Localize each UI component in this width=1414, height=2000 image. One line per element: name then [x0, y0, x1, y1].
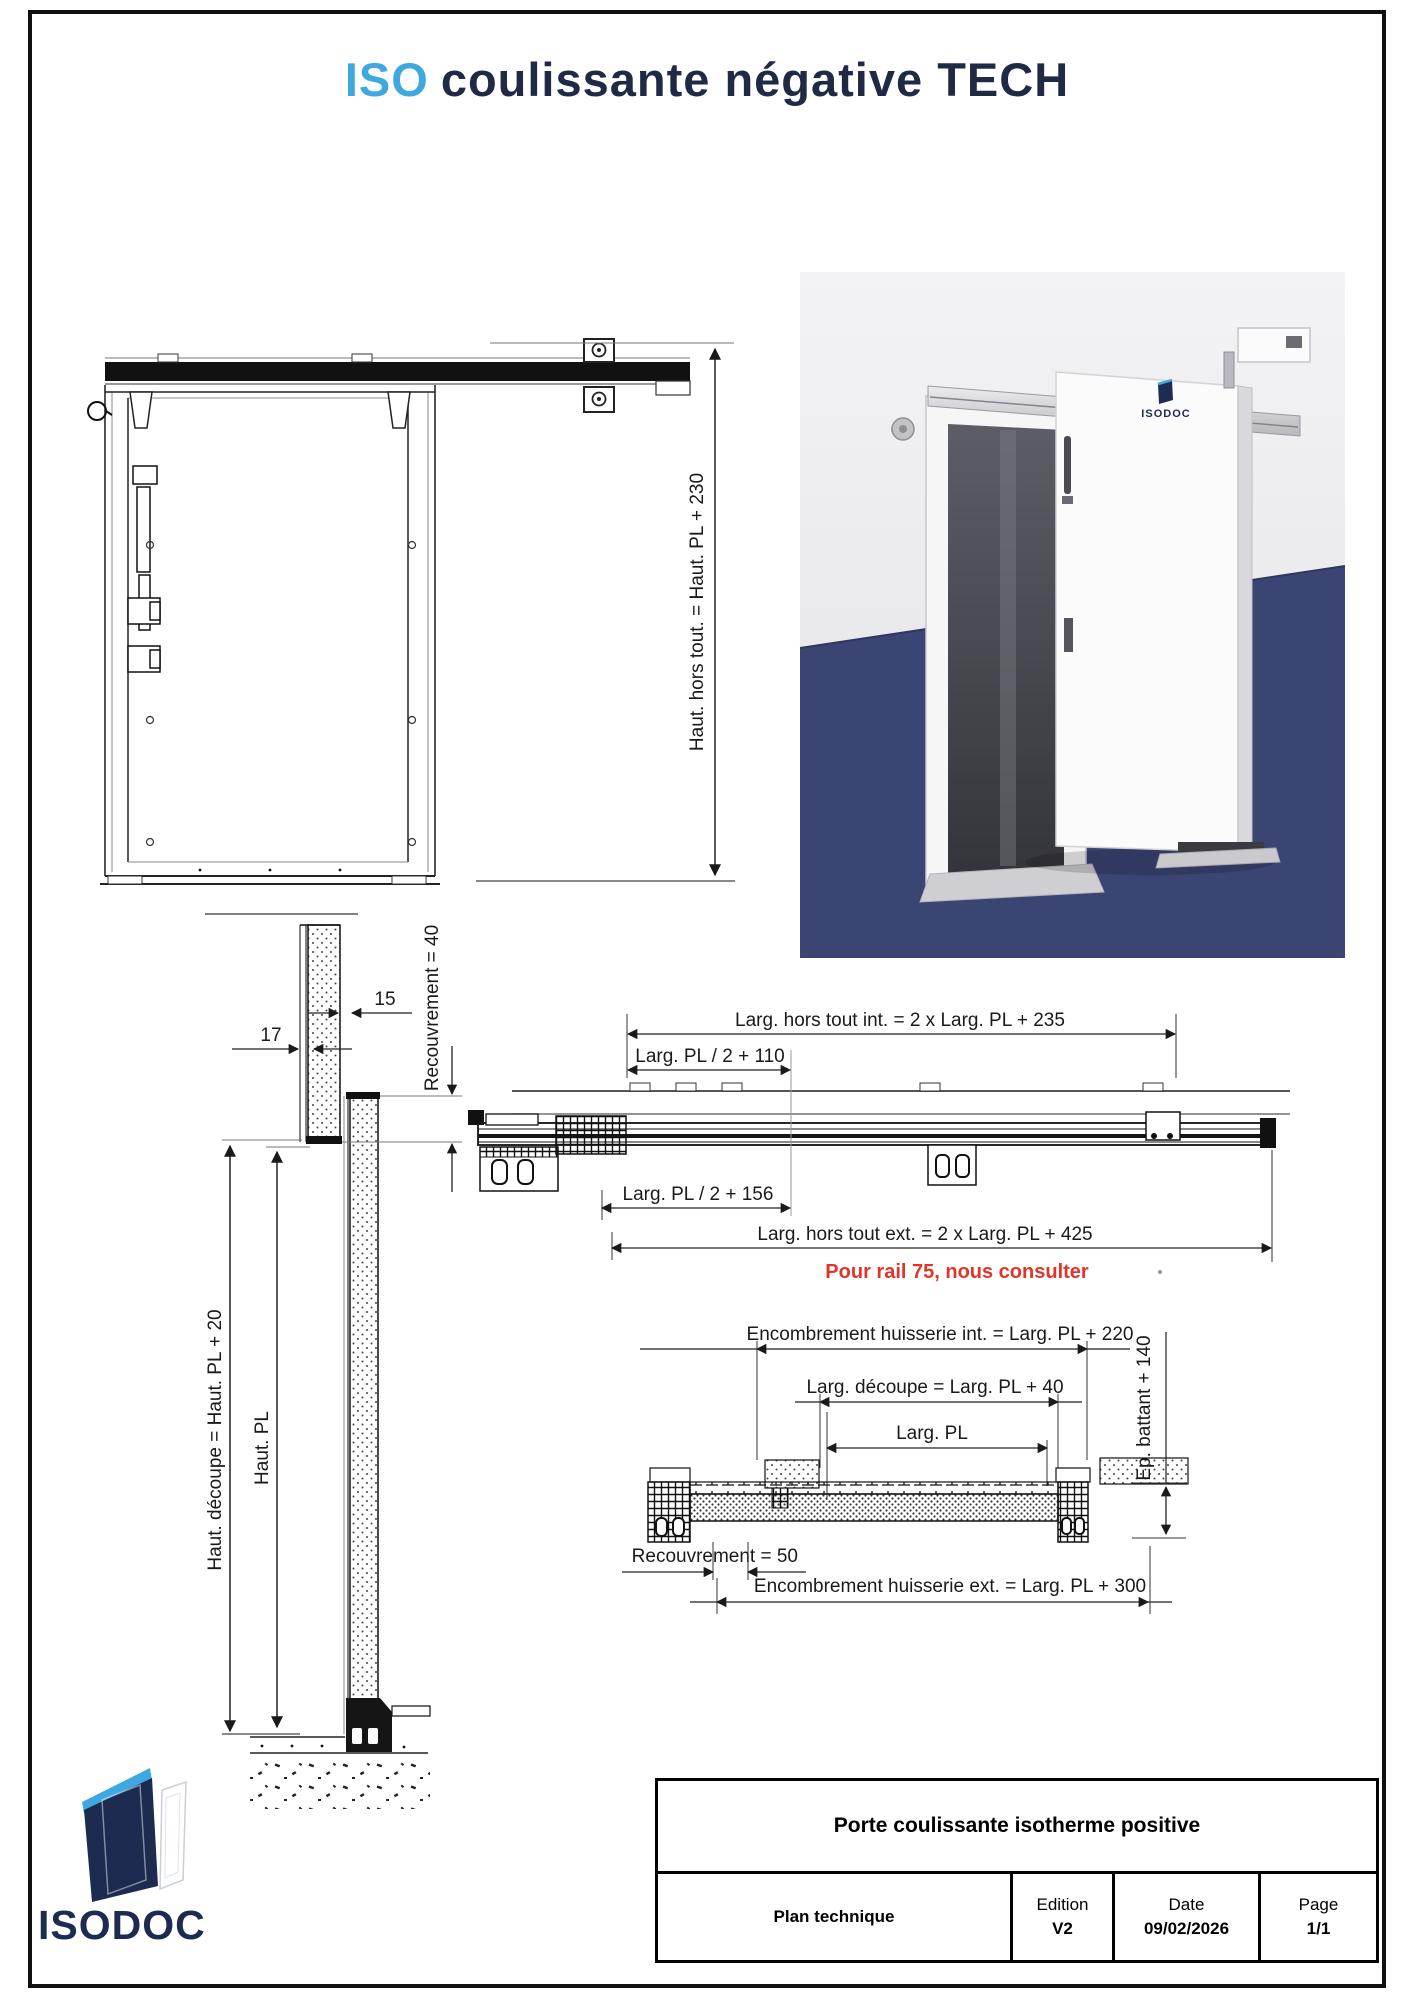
- title-block-edition: [1013, 1874, 1115, 1960]
- dim-larg-pl2-110: Larg. PL / 2 + 110: [635, 1046, 785, 1067]
- dim-encombrement-int: Encombrement huisserie int. = Larg. PL + 220: [746, 1324, 1134, 1345]
- title-block-date: [1115, 1874, 1261, 1960]
- dim-larg-decoupe: Larg. découpe = Larg. PL + 40: [806, 1377, 1064, 1398]
- title-block-document-title: Porte coulissante isotherme positive: [658, 1781, 1376, 1874]
- date-value: 09/02/2026: [1143, 1919, 1230, 1938]
- date-label: Date: [1168, 1895, 1205, 1914]
- dim-17: 17: [260, 1025, 282, 1046]
- dim-encombrement-ext: Encombrement huisserie ext. = Larg. PL + 300: [753, 1576, 1147, 1597]
- note-rail-75: Pour rail 75, nous consulter: [825, 1261, 1089, 1283]
- title-block: [655, 1778, 1379, 1963]
- brand-logo-text: ISODOC: [38, 1902, 206, 1948]
- dim-larg-hors-tout-int: Larg. hors tout int. = 2 x Larg. PL + 235: [735, 1010, 1065, 1031]
- dim-ep-battant: Ep. battant + 140: [1134, 1335, 1155, 1481]
- sliding-door-leaf: [1056, 372, 1238, 852]
- page-title-accent: ISO: [344, 52, 429, 106]
- frame-plan-section-drawing: [622, 1324, 1188, 1614]
- dim-recouvrement-40: Recouvrement = 40: [422, 924, 443, 1092]
- front-elevation-drawing: [88, 339, 735, 914]
- title-block-page: [1261, 1874, 1376, 1960]
- title-block-doc-type: Plan technique: [658, 1874, 1013, 1960]
- dim-haut-pl: Haut. PL: [252, 1411, 273, 1485]
- rail-plan-section-drawing: [468, 1010, 1290, 1283]
- dim-haut-decoupe: Haut. découpe = Haut. PL + 20: [205, 1309, 226, 1571]
- dim-larg-hors-tout-ext: Larg. hors tout ext. = 2 x Larg. PL + 425: [757, 1224, 1093, 1245]
- edition-label: Edition: [1036, 1895, 1089, 1914]
- dim-recouvrement-50: Recouvrement = 50: [631, 1546, 798, 1567]
- dim-larg-pl: Larg. PL: [896, 1423, 968, 1444]
- dim-15: 15: [374, 989, 396, 1010]
- title-block-row: [658, 1874, 1376, 1960]
- page-value: 1/1: [1306, 1919, 1331, 1938]
- vertical-section-drawing: [205, 925, 462, 1809]
- eye-hook: [88, 402, 106, 420]
- brand-logo-icon: [82, 1768, 186, 1902]
- edition-value: V2: [1052, 1919, 1073, 1938]
- product-render-photo: [800, 272, 1345, 958]
- dim-haut-hors-tout: Haut. hors tout. = Haut. PL + 230: [687, 472, 708, 752]
- dim-larg-pl2-156: Larg. PL / 2 + 156: [622, 1184, 774, 1205]
- page-title-rest: coulissante négative TECH: [440, 52, 1070, 106]
- door-handle: [1064, 436, 1071, 494]
- door-logo-text: ISODOC: [1141, 408, 1191, 420]
- page-label: Page: [1298, 1895, 1339, 1914]
